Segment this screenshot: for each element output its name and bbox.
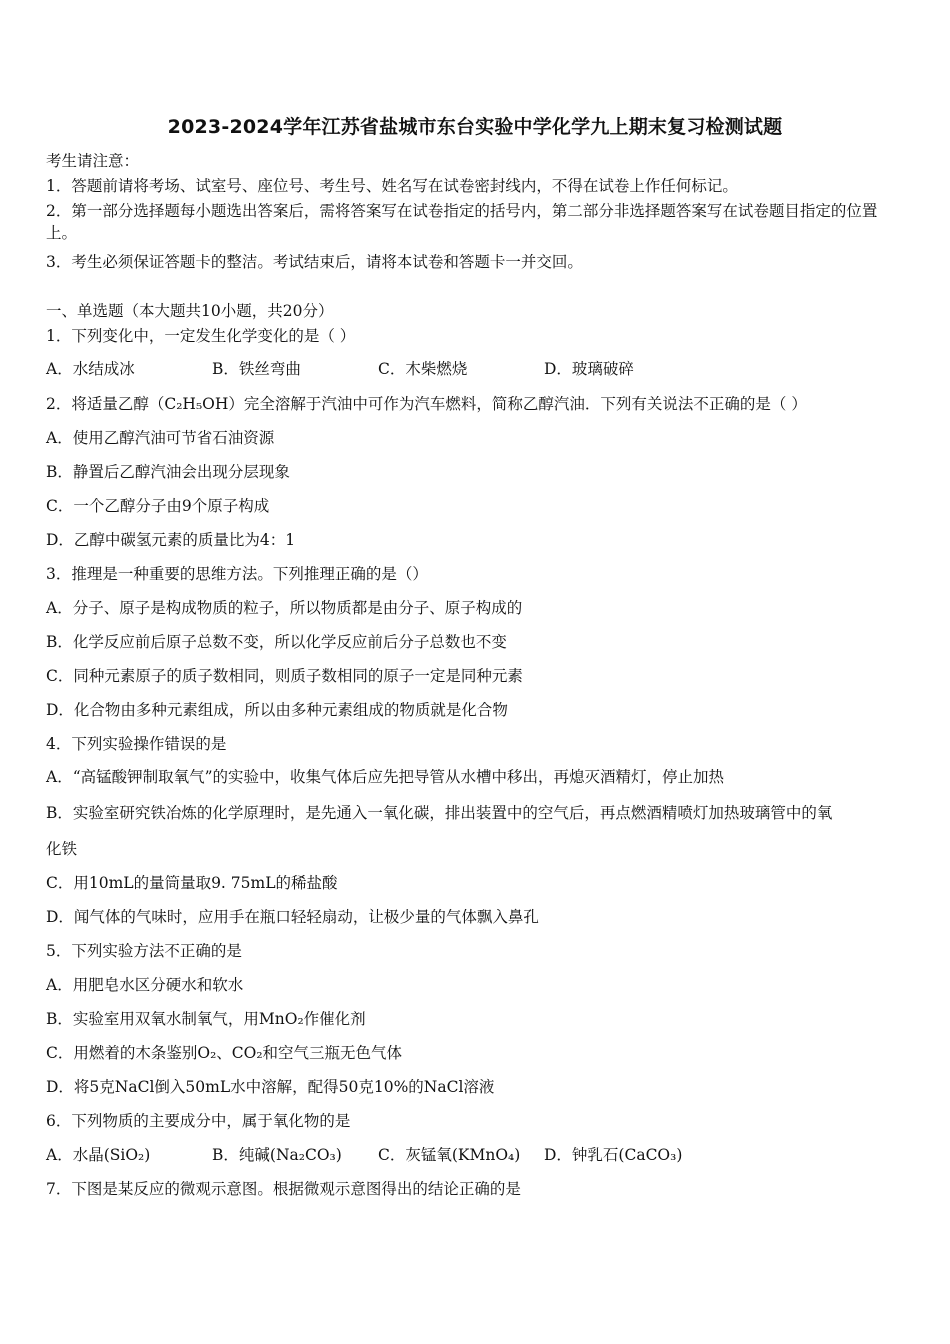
q4-option-a: A．“高锰酸钾制取氧气”的实验中，收集气体后应先把导管从水槽中移出，再熄灭酒精灯，停止加热 xyxy=(46,768,725,786)
q6-option-d: D．钟乳石(CaCO₃) xyxy=(544,1146,683,1164)
q5-option-c: C．用燃着的木条鉴别O₂、CO₂和空气三瓶无色气体 xyxy=(46,1044,403,1062)
q2-option-a: A．使用乙醇汽油可节省石油资源 xyxy=(46,429,275,447)
q1-option-c: C．木柴燃烧 xyxy=(378,360,468,378)
q5-option-b: B．实验室用双氧水制氧气，用MnO₂作催化剂 xyxy=(46,1010,366,1028)
q4-option-d: D．闻气体的气味时，应用手在瓶口轻轻扇动，让极少量的气体飘入鼻孔 xyxy=(46,908,539,926)
notice-heading: 考生请注意： xyxy=(46,152,140,170)
q3-option-d: D．化合物由多种元素组成，所以由多种元素组成的物质就是化合物 xyxy=(46,701,508,719)
q3-option-b: B．化学反应前后原子总数不变，所以化学反应前后分子总数也不变 xyxy=(46,633,507,651)
q3-stem: 3．推理是一种重要的思维方法。下列推理正确的是（） xyxy=(46,565,428,583)
q1-stem: 1．下列变化中，一定发生化学变化的是（ ） xyxy=(46,327,356,345)
q7-stem: 7．下图是某反应的微观示意图。根据微观示意图得出的结论正确的是 xyxy=(46,1180,521,1198)
q1-option-b: B．铁丝弯曲 xyxy=(212,360,301,378)
q1-option-a: A．水结成冰 xyxy=(46,360,135,378)
q6-options xyxy=(46,1144,744,1166)
q2-option-b: B．静置后乙醇汽油会出现分层现象 xyxy=(46,463,290,481)
q4-option-b-line1: B．实验室研究铁冶炼的化学原理时，是先通入一氧化碳，排出装置中的空气后，再点燃酒精喷灯加热玻璃管中的氧 xyxy=(46,804,833,822)
notice-item-2: 2．第一部分选择题每小题选出答案后，需将答案写在试卷指定的括号内，第二部分非选择题答案写在试卷题目指定的位置上。 xyxy=(46,202,878,242)
q5-stem: 5．下列实验方法不正确的是 xyxy=(46,942,242,960)
q6-option-a: A．水晶(SiO₂) xyxy=(46,1146,151,1164)
notice-item-3: 3．考生必须保证答题卡的整洁。考试结束后，请将本试卷和答题卡一并交回。 xyxy=(46,253,583,271)
q2-stem: 2．将适量乙醇（C₂H₅OH）完全溶解于汽油中可作为汽车燃料，简称乙醇汽油．下列有关说法不正确的是（ ） xyxy=(46,395,807,413)
q4-option-c: C．用10mL的量筒量取9. 75mL的稀盐酸 xyxy=(46,874,338,892)
notice-item-1: 1．答题前请将考场、试室号、座位号、考生号、姓名写在试卷密封线内，不得在试卷上作任何标记。 xyxy=(46,177,738,195)
q6-option-b: B．纯碱(Na₂CO₃) xyxy=(212,1146,342,1164)
q6-option-c: C．灰锰氧(KMnO₄) xyxy=(378,1146,521,1164)
q4-stem: 4．下列实验操作错误的是 xyxy=(46,735,227,753)
q4-option-b-line2: 化铁 xyxy=(46,840,78,858)
q1-option-d: D．玻璃破碎 xyxy=(544,360,634,378)
q5-option-d: D．将5克NaCl倒入50mL水中溶解，配得50克10%的NaCl溶液 xyxy=(46,1078,495,1096)
exam-title: 2023-2024学年江苏省盐城市东台实验中学化学九上期末复习检测试题 xyxy=(167,116,783,138)
q1-options xyxy=(46,358,744,380)
q2-option-d: D．乙醇中碳氢元素的质量比为4：1 xyxy=(46,531,296,549)
q6-stem: 6．下列物质的主要成分中，属于氧化物的是 xyxy=(46,1112,351,1130)
section-heading: 一、单选题（本大题共10小题，共20分） xyxy=(46,302,334,320)
q3-option-c: C．同种元素原子的质子数相同，则质子数相同的原子一定是同种元素 xyxy=(46,667,523,685)
q3-option-a: A．分子、原子是构成物质的粒子，所以物质都是由分子、原子构成的 xyxy=(46,599,523,617)
q2-option-c: C．一个乙醇分子由9个原子构成 xyxy=(46,497,270,515)
q5-option-a: A．用肥皂水区分硬水和软水 xyxy=(46,976,244,994)
